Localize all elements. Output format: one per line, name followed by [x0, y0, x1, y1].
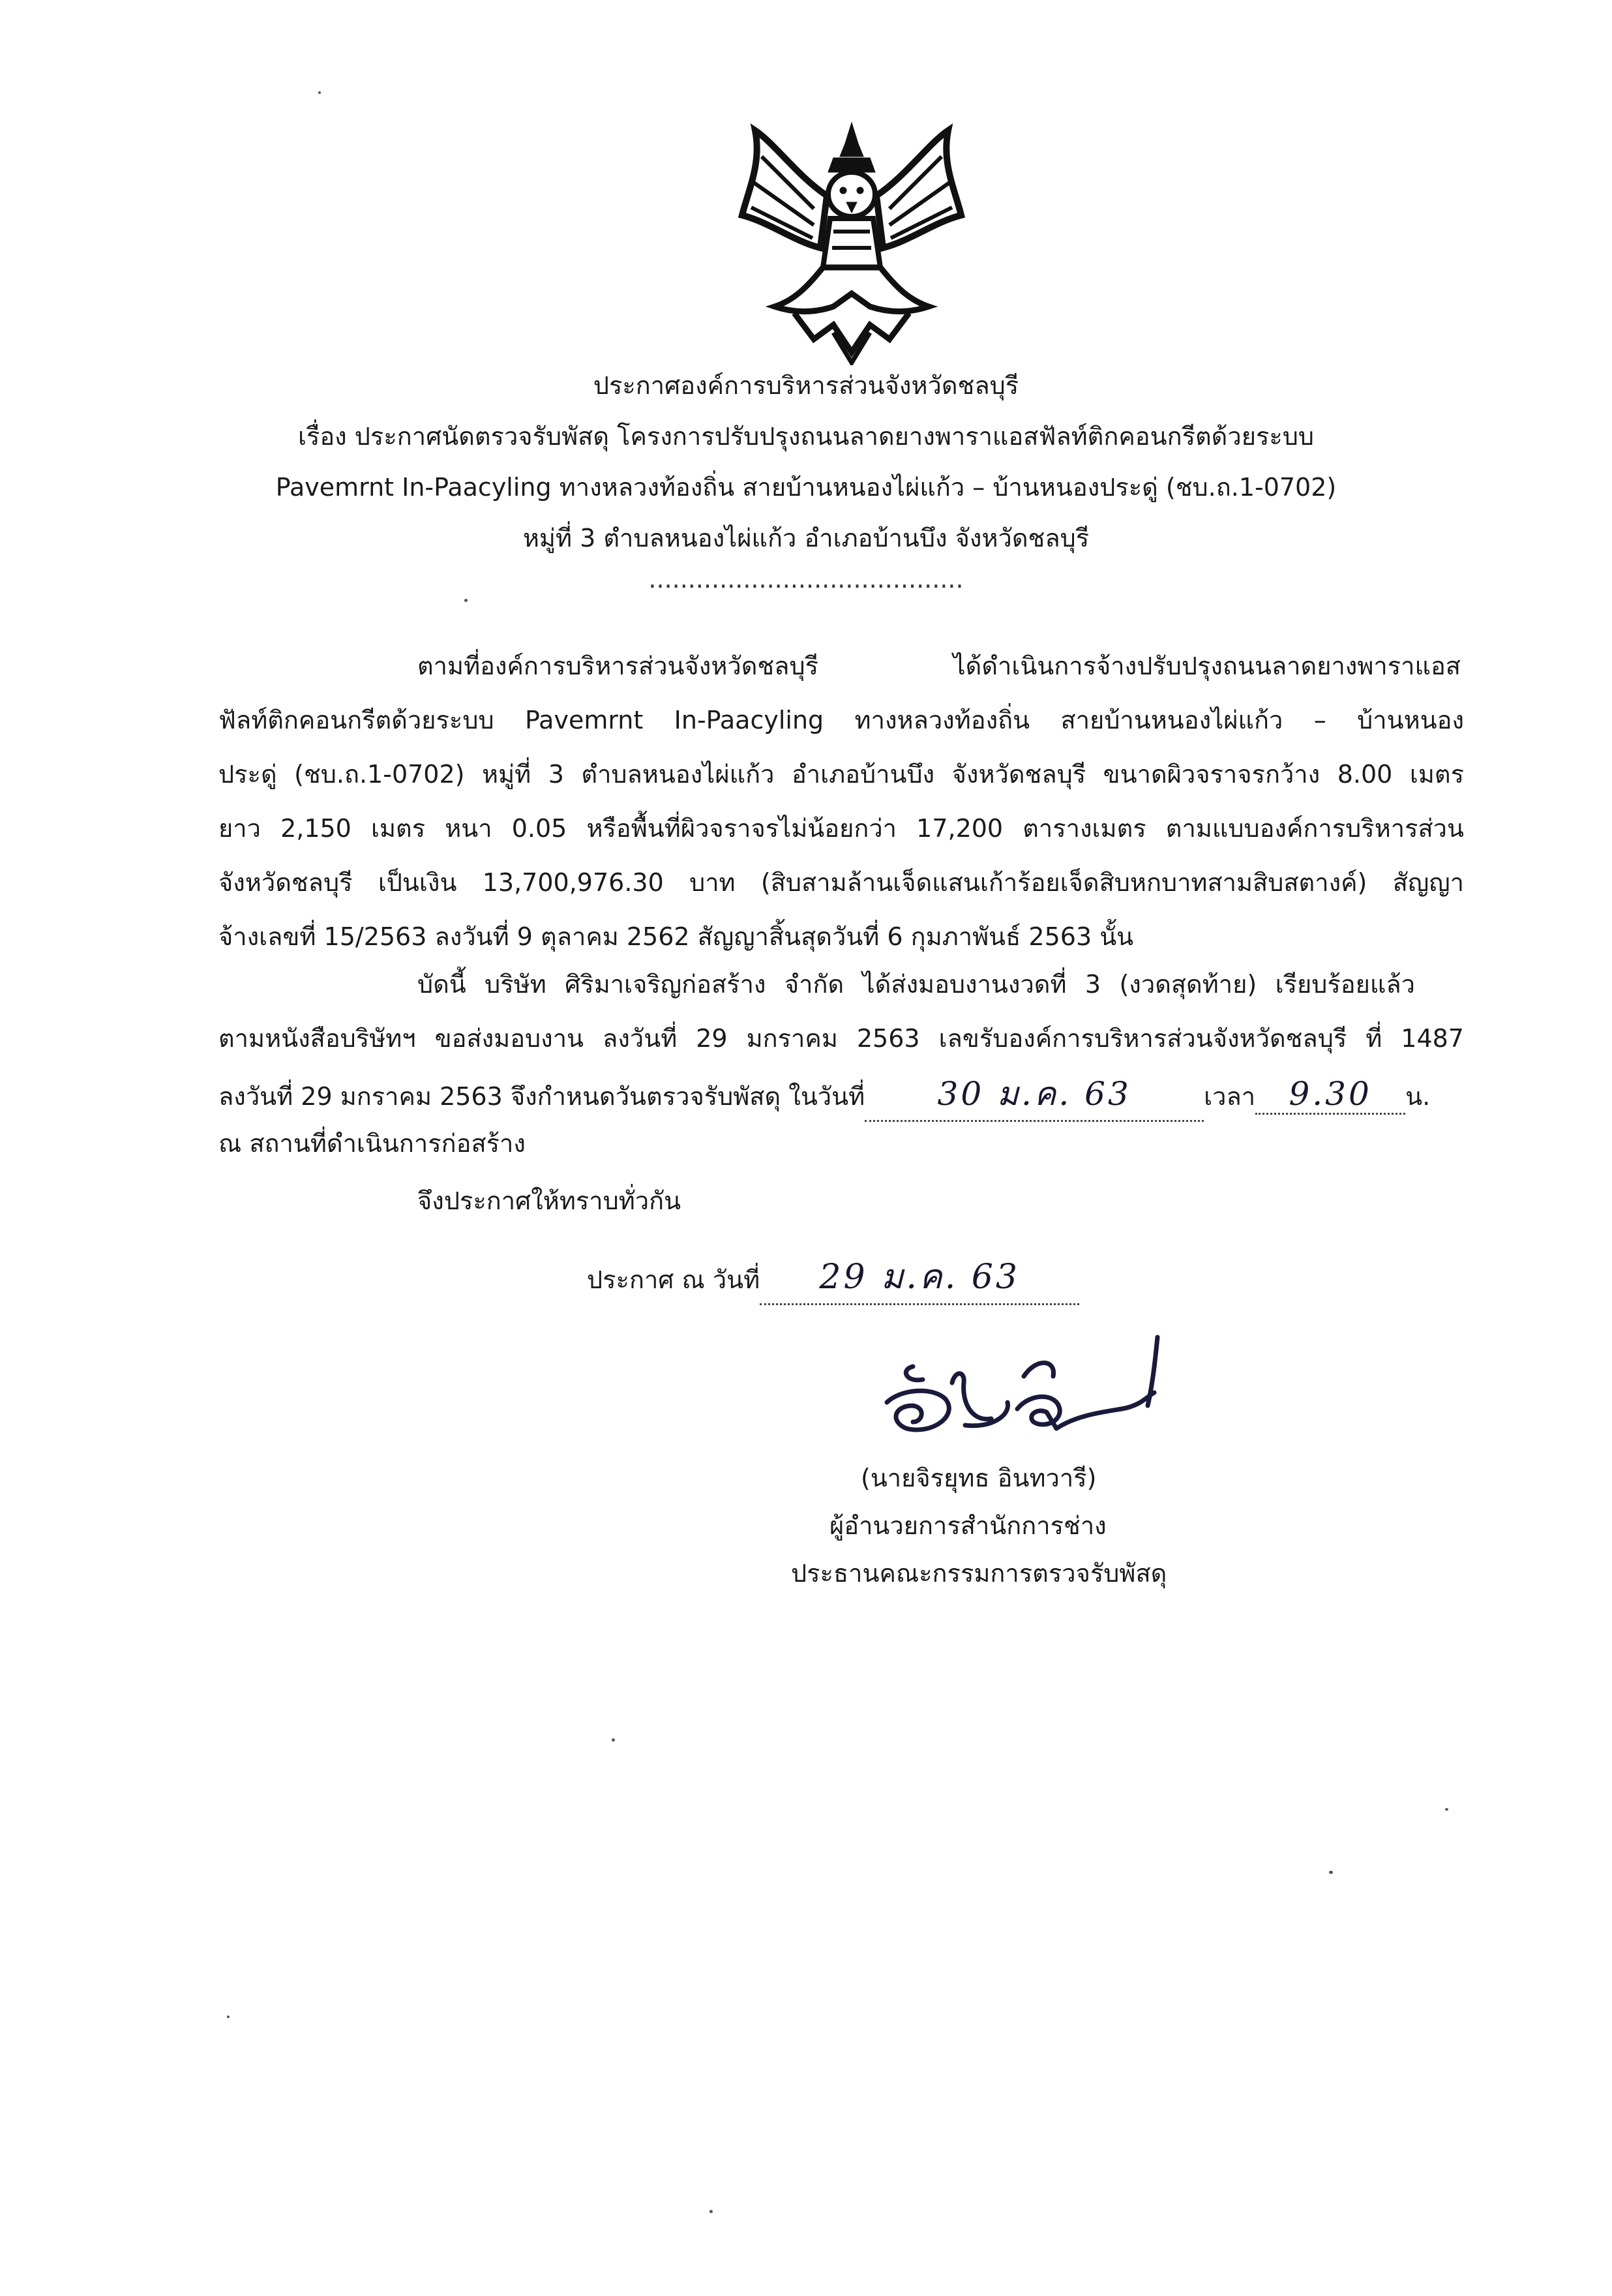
header-divider: ........................................	[648, 565, 964, 594]
inspection-time-handwritten: 9.30	[1289, 1075, 1372, 1113]
closing-statement: จึงประกาศให้ทราบทั่วกัน	[417, 1186, 681, 1215]
scan-speck	[1329, 1871, 1333, 1874]
announce-date-line	[587, 1249, 1079, 1305]
inspection-date-field	[865, 1068, 1204, 1122]
announcement-org-title: ประกาศองค์การบริหารส่วนจังหวัดชลบุรี	[593, 371, 1019, 400]
paragraph-1-line: ตามที่องค์การบริหารส่วนจังหวัดชลบุรี ได้ดำเนินการจ้างปรับปรุงถนนลาดยางพาราแอส	[417, 652, 1461, 680]
scan-speck	[464, 599, 468, 602]
paragraph-1-line: ยาว 2,150 เมตร หนา 0.05 หรือพื้นที่ผิวจราจรไม่น้อยกว่า 17,200 ตารางเมตร ตามแบบองค์การบริหารส่วน	[218, 814, 1464, 843]
paragraph-2-line: ณ สถานที่ดำเนินการก่อสร้าง	[218, 1129, 526, 1158]
announce-date-handwritten: 29 ม.ค. 63	[819, 1258, 1020, 1297]
announce-date-field	[760, 1249, 1079, 1305]
scan-speck	[1445, 1808, 1448, 1811]
inspection-date-prefix: ลงวันที่ 29 มกราคม 2563 จึงกำหนดวันตรวจรับพัสดุ ในวันที่	[218, 1082, 865, 1111]
announce-date-label: ประกาศ ณ วันที่	[587, 1265, 760, 1294]
signer-name: (นายจิรยุทธ อินทวารี)	[861, 1464, 1097, 1492]
inspection-date-handwritten: 30 ม.ค. 63	[937, 1075, 1131, 1113]
paragraph-1-line: จังหวัดชลบุรี เป็นเงิน 13,700,976.30 บาท (สิบสามล้านเจ็ดแสนเก้าร้อยเจ็ดสิบหกบาทสามสิบสตางค์) สัญญา	[218, 868, 1464, 897]
inspection-date-line	[218, 1068, 1464, 1122]
garuda-emblem-icon	[736, 117, 968, 365]
paragraph-1-line: ประดู่ (ชบ.ถ.1-0702) หมู่ที่ 3 ตำบลหนองไผ่แก้ว อำเภอบ้านบึง จังหวัดชลบุรี ขนาดผิวจราจรกว้าง 8.00 เมตร	[218, 760, 1464, 789]
scan-speck	[227, 2016, 230, 2018]
scan-speck	[612, 1738, 615, 1742]
paragraph-2-line: บัดนี้ บริษัท ศิริมาเจริญก่อสร้าง จำกัด ได้ส่งมอบงานงวดที่ 3 (งวดสุดท้าย) เรียบร้อยแล้ว	[417, 970, 1415, 999]
signer-role: ประธานคณะกรรมการตรวจรับพัสดุ	[791, 1559, 1167, 1588]
subject-line-1: เรื่อง ประกาศนัดตรวจรับพัสดุ โครงการปรับปรุงถนนลาดยางพาราแอสฟัลท์ติกคอนกรีตด้วยระบบ	[297, 422, 1315, 451]
time-label: เวลา	[1204, 1082, 1256, 1111]
scan-speck	[709, 2210, 713, 2213]
subject-line-2: Pavemrnt In-Paacyling ทางหลวงท้องถิ่น สายบ้านหนองไผ่แก้ว – บ้านหนองประดู่ (ชบ.ถ.1-0702)	[275, 473, 1337, 502]
signer-position: ผู้อำนวยการสำนักการช่าง	[829, 1511, 1107, 1540]
paragraph-1-line: ฟัลท์ติกคอนกรีตด้วยระบบ Pavemrnt In-Paacyling ทางหลวงท้องถิ่น สายบ้านหนองไผ่แก้ว – บ้านหนอง	[218, 706, 1464, 734]
paragraph-2-line: ตามหนังสือบริษัทฯ ขอส่งมอบงาน ลงวันที่ 29 มกราคม 2563 เลขรับองค์การบริหารส่วนจังหวัดชลบุรี ที่ 1487	[218, 1024, 1464, 1053]
paragraph-1-line: จ้างเลขที่ 15/2563 ลงวันที่ 9 ตุลาคม 2562 สัญญาสิ้นสุดวันที่ 6 กุมภาพันธ์ 2563 นั้น	[218, 922, 1134, 951]
inspection-time-field	[1255, 1075, 1405, 1115]
time-unit: น.	[1405, 1082, 1431, 1111]
scan-speck	[318, 91, 321, 94]
subject-line-3: หมู่ที่ 3 ตำบลหนองไผ่แก้ว อำเภอบ้านบึง จังหวัดชลบุรี	[522, 524, 1090, 552]
